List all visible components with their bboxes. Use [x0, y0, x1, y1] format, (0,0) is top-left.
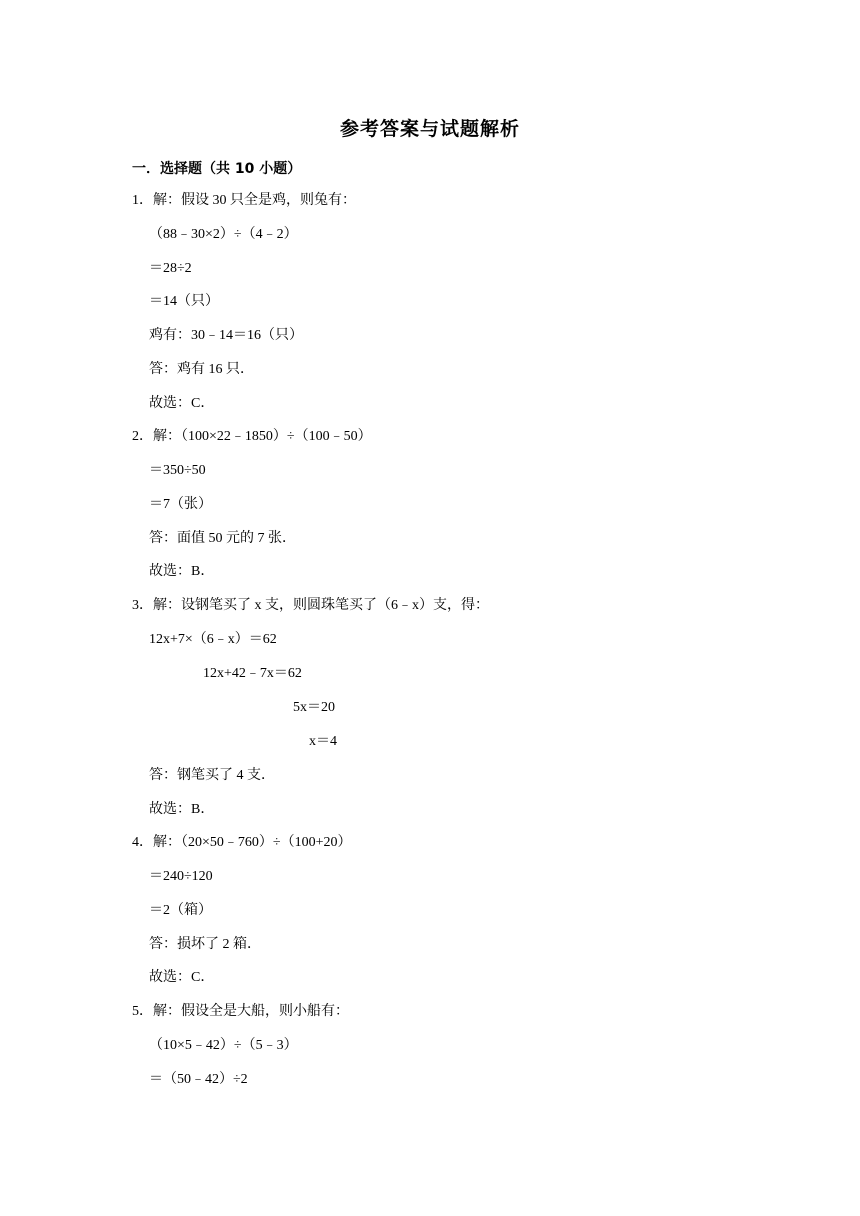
section-heading: 一．选择题（共 10 小题） — [132, 161, 302, 177]
solution-line: 故选：C． — [149, 396, 215, 411]
solution-line: （88﹣30×2）÷（4﹣2） — [149, 227, 298, 242]
solution-line: ＝（50﹣42）÷2 — [149, 1072, 248, 1087]
solution-line: 答：损坏了 2 箱． — [149, 937, 261, 952]
solution-line: 故选：B． — [149, 564, 215, 579]
solution-line: ＝350÷50 — [149, 463, 206, 478]
solution-line: 故选：C． — [149, 970, 215, 985]
solution-line: 答：钢笔买了 4 支． — [149, 768, 275, 783]
solution-line: 4．解：（20×50﹣760）÷（100+20） — [132, 835, 352, 850]
solution-line: 12x+42﹣7x＝62 — [203, 666, 302, 681]
solution-line: 5．解：假设全是大船，则小船有： — [132, 1004, 349, 1019]
solution-line: 故选：B． — [149, 802, 215, 817]
solution-line: 2．解：（100×22﹣1850）÷（100﹣50） — [132, 429, 372, 444]
solution-line: x＝4 — [309, 734, 337, 749]
solution-line: 12x+7×（6﹣x）＝62 — [149, 632, 277, 647]
solution-line: ＝7（张） — [149, 497, 212, 512]
solution-line: 答：面值 50 元的 7 张． — [149, 531, 296, 546]
page-title: 参考答案与试题解析 — [339, 118, 520, 140]
solution-line: 5x＝20 — [293, 700, 335, 715]
solution-line: ＝240÷120 — [149, 869, 213, 884]
solution-line: ＝14（只） — [149, 294, 219, 309]
solution-line: 答：鸡有 16 只． — [149, 362, 254, 377]
solution-line: （10×5﹣42）÷（5﹣3） — [149, 1038, 298, 1053]
solution-line: ＝28÷2 — [149, 261, 192, 276]
solution-line: 3．解：设钢笔买了 x 支，则圆珠笔买了（6﹣x）支，得： — [132, 598, 489, 613]
solution-line: 鸡有：30﹣14＝16（只） — [149, 328, 303, 343]
solution-line: 1．解：假设 30 只全是鸡，则兔有： — [132, 193, 356, 208]
solution-line: ＝2（箱） — [149, 903, 212, 918]
